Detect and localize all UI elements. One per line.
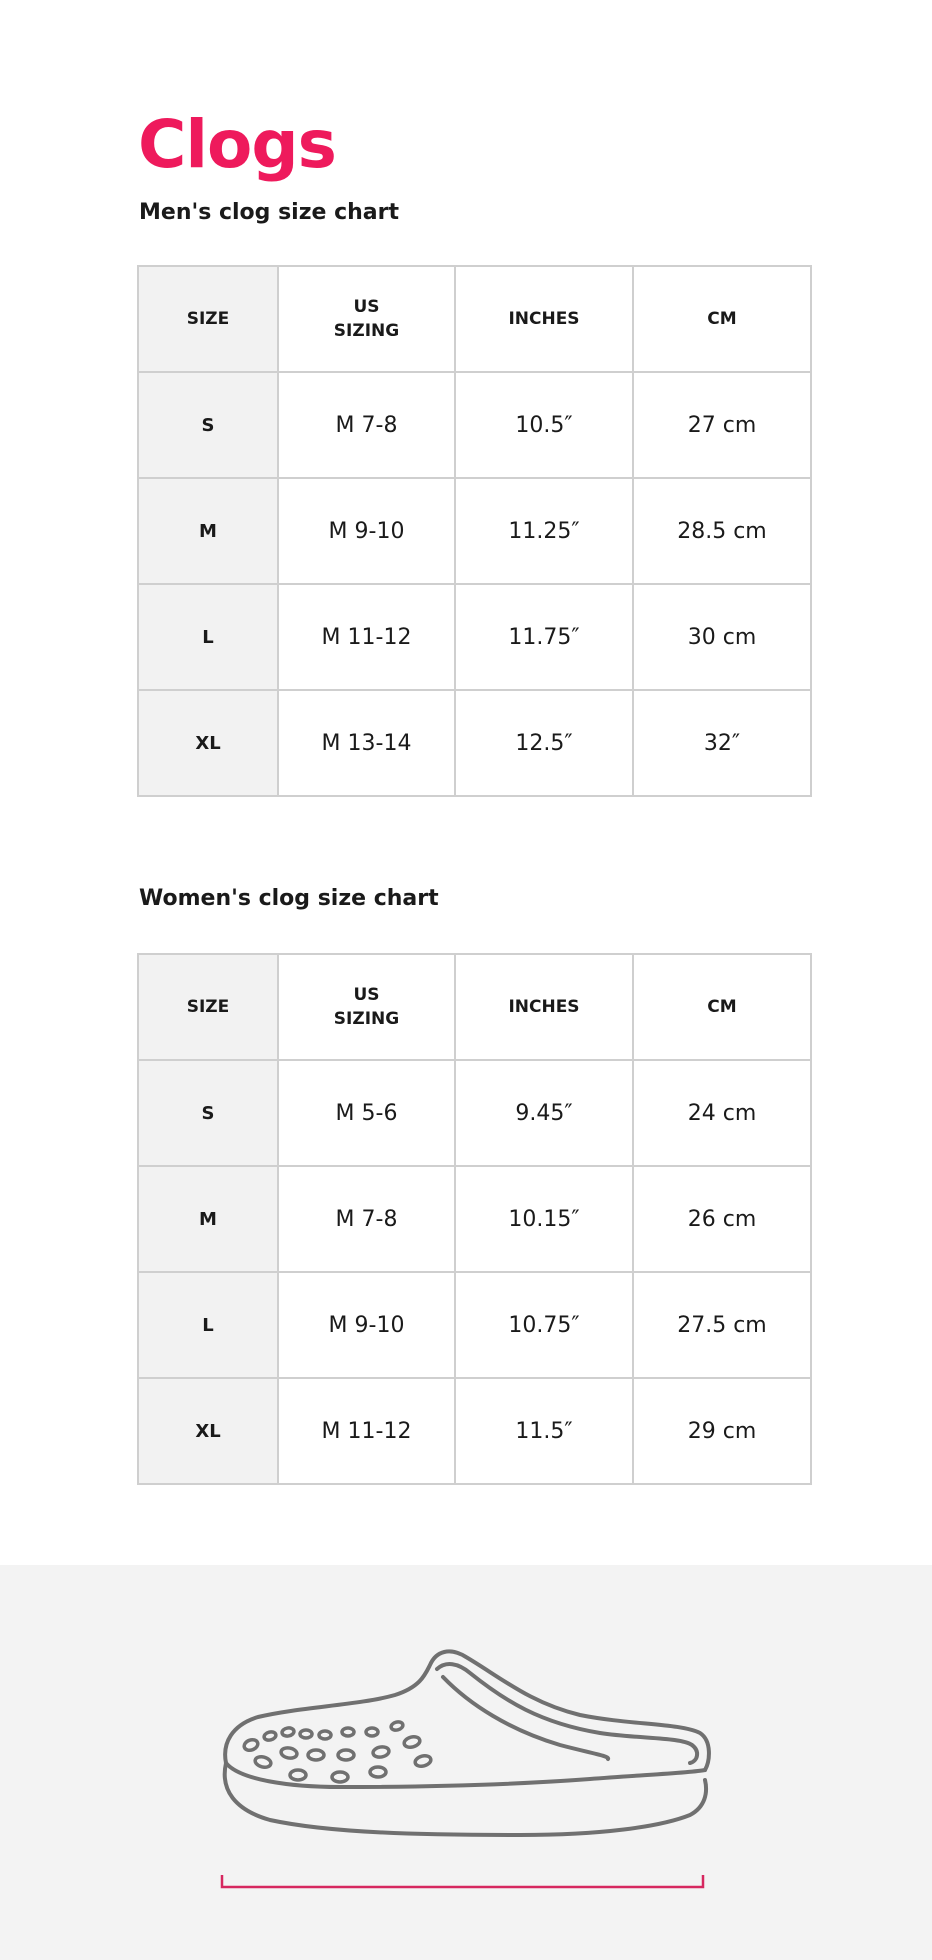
women-chart-heading: Women's clog size chart: [139, 886, 439, 911]
us-cell: M 7-8: [278, 1166, 455, 1272]
cm-cell: 24 cm: [633, 1060, 811, 1166]
header-us-line2: SIZING: [333, 1009, 400, 1029]
cm-cell: 29 cm: [633, 1378, 811, 1484]
table-row: [138, 690, 811, 796]
us-cell: M 7-8: [278, 372, 455, 478]
inches-cell: 12.5″: [455, 690, 633, 796]
size-cell: XL: [138, 690, 278, 796]
inches-cell: 10.75″: [455, 1272, 633, 1378]
us-cell: M 5-6: [278, 1060, 455, 1166]
size-cell: L: [138, 584, 278, 690]
inches-cell: 11.5″: [455, 1378, 633, 1484]
table-row: [138, 372, 811, 478]
women-size-table: [137, 953, 812, 1485]
table-row: [138, 584, 811, 690]
header-inches: INCHES: [455, 266, 633, 372]
us-cell: M 11-12: [278, 1378, 455, 1484]
cm-cell: 30 cm: [633, 584, 811, 690]
page-title: Clogs: [138, 106, 336, 183]
table-row: [138, 1060, 811, 1166]
header-size: SIZE: [138, 266, 278, 372]
cm-cell: 32″: [633, 690, 811, 796]
size-cell: S: [138, 372, 278, 478]
table-row: [138, 1272, 811, 1378]
header-us-sizing: [278, 954, 455, 1060]
table-row: [138, 478, 811, 584]
table-header-row: [138, 954, 811, 1060]
us-cell: M 9-10: [278, 478, 455, 584]
size-cell: M: [138, 1166, 278, 1272]
header-cm: CM: [633, 266, 811, 372]
men-chart-heading: Men's clog size chart: [139, 200, 400, 225]
table-header-row: [138, 266, 811, 372]
clog-outline-icon: [0, 1565, 932, 1960]
cm-cell: 28.5 cm: [633, 478, 811, 584]
cm-cell: 27.5 cm: [633, 1272, 811, 1378]
header-inches: INCHES: [455, 954, 633, 1060]
length-measure-icon: [222, 1875, 703, 1887]
table-row: [138, 1166, 811, 1272]
header-us-sizing: [278, 266, 455, 372]
header-us-line1: US: [353, 985, 380, 1005]
men-size-table: [137, 265, 812, 797]
cm-cell: 27 cm: [633, 372, 811, 478]
us-cell: M 11-12: [278, 584, 455, 690]
us-cell: M 13-14: [278, 690, 455, 796]
size-cell: XL: [138, 1378, 278, 1484]
header-cm: CM: [633, 954, 811, 1060]
header-size: SIZE: [138, 954, 278, 1060]
size-cell: S: [138, 1060, 278, 1166]
inches-cell: 11.25″: [455, 478, 633, 584]
cm-cell: 26 cm: [633, 1166, 811, 1272]
size-cell: L: [138, 1272, 278, 1378]
illustration-panel: [0, 1565, 932, 1960]
us-cell: M 9-10: [278, 1272, 455, 1378]
header-us-line1: US: [353, 297, 380, 317]
size-cell: M: [138, 478, 278, 584]
header-us-line2: SIZING: [333, 321, 400, 341]
inches-cell: 10.15″: [455, 1166, 633, 1272]
inches-cell: 11.75″: [455, 584, 633, 690]
table-row: [138, 1378, 811, 1484]
inches-cell: 9.45″: [455, 1060, 633, 1166]
inches-cell: 10.5″: [455, 372, 633, 478]
